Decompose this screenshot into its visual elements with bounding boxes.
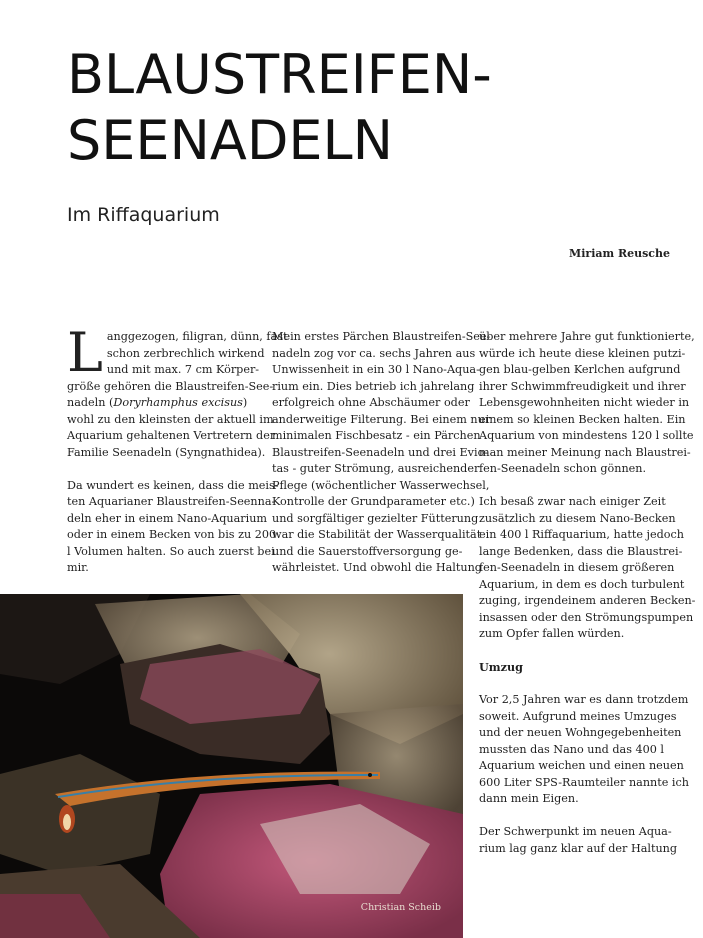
section-heading: Umzug bbox=[479, 660, 523, 674]
text-line: Pflege (wöchentlicher Wasserwechsel, bbox=[272, 478, 490, 492]
text-line: rium lag ganz klar auf der Haltung bbox=[479, 841, 678, 855]
text-line: soweit. Aufgrund meines Umzuges bbox=[479, 709, 677, 723]
text-line-italic: nadeln (Doryrhamphus excisus) bbox=[67, 396, 248, 409]
text-line: Kontrolle der Grundparameter etc.) bbox=[272, 495, 475, 508]
text-line: würde ich heute diese kleinen putzi- bbox=[479, 346, 686, 360]
photo-credit: Christian Scheib bbox=[360, 902, 441, 913]
text-line: ten Aquarianer Blaustreifen-Seenna- bbox=[67, 495, 276, 508]
text-line: l Volumen halten. So auch zuerst bei bbox=[67, 544, 275, 558]
text-line: Aquarium weichen und einen neuen bbox=[479, 759, 684, 772]
paragraph bbox=[479, 494, 696, 643]
author-name: Miriam Reusche bbox=[569, 247, 670, 260]
text-line: war die Stabilität der Wasserqualität bbox=[272, 528, 482, 541]
text-line: tas - guter Strömung, ausreichender bbox=[272, 462, 480, 475]
text-line: und die Sauerstoffversorgung ge- bbox=[272, 544, 463, 558]
title-line-1: BLAUSTREIFEN- bbox=[67, 43, 492, 106]
text-line: deln eher in einem Nano-Aquarium bbox=[67, 511, 268, 525]
text-line: insassen oder den Strömungspumpen bbox=[479, 610, 694, 624]
text-line: ein 400 l Riffaquarium, hatte jedoch bbox=[479, 528, 685, 541]
text-line: fen-Seenadeln schon gönnen. bbox=[479, 462, 647, 475]
text-line: nadeln zog vor ca. sechs Jahren aus bbox=[272, 346, 476, 360]
text-line: und sorgfältiger gezielter Fütterung bbox=[272, 511, 479, 525]
text-line: ihrer Schwimmfreudigkeit und ihrer bbox=[479, 379, 686, 393]
pipefish-tail-spot bbox=[63, 814, 71, 830]
paragraph bbox=[479, 329, 695, 478]
text-line: größe gehören die Blaustreifen-See- bbox=[67, 379, 274, 393]
text-line: einem so kleinen Becken halten. Ein bbox=[479, 412, 686, 426]
text-line: gen blau-gelben Kerlchen aufgrund bbox=[479, 363, 681, 376]
species-name: Doryrhamphus excisus bbox=[113, 396, 243, 409]
text-line: Mein erstes Pärchen Blaustreifen-See- bbox=[272, 330, 491, 343]
text-line: dann mein Eigen. bbox=[479, 792, 579, 805]
text-line: man meiner Meinung nach Blaustrei- bbox=[479, 445, 691, 459]
text-line: Aquarium gehaltenen Vertretern der bbox=[67, 429, 276, 442]
text-column-3 bbox=[479, 329, 696, 874]
text-line: erfolgreich ohne Abschäumer oder bbox=[272, 396, 470, 409]
paragraph bbox=[272, 329, 491, 577]
text-column-1 bbox=[67, 321, 288, 593]
text-line: Familie Seenadeln (Syngnathidea). bbox=[67, 445, 266, 459]
pipefish-eye bbox=[368, 773, 372, 777]
text-line: mussten das Nano und das 400 l bbox=[479, 742, 665, 756]
paragraph bbox=[67, 478, 279, 577]
text-line: zum Opfer fallen würden. bbox=[479, 627, 625, 640]
text-line: lange Bedenken, dass die Blaustrei- bbox=[479, 544, 683, 558]
text-line: Blaustreifen-Seenadeln und drei Evio- bbox=[272, 445, 489, 459]
text-column-2 bbox=[272, 329, 491, 593]
text-line: wohl zu den kleinsten der aktuell im bbox=[67, 412, 274, 426]
text-line: und der neuen Wohngegebenheiten bbox=[479, 726, 682, 739]
text-line: Aquarium, in dem es doch turbulent bbox=[479, 577, 685, 591]
text-line: Lebensgewohnheiten nicht wieder in bbox=[479, 396, 690, 409]
text-line: Da wundert es keinen, dass die meis- bbox=[67, 478, 279, 492]
paragraph bbox=[479, 692, 689, 808]
text-line: 600 Liter SPS-Raumteiler nannte ich bbox=[479, 775, 689, 789]
text-line: fen-Seenadeln in diesem größeren bbox=[479, 561, 675, 574]
drop-cap: L bbox=[67, 321, 103, 384]
text-line: währleistet. Und obwohl die Haltung bbox=[272, 561, 482, 574]
text-line: mir. bbox=[67, 561, 89, 574]
text-line: Vor 2,5 Jahren war es dann trotzdem bbox=[479, 693, 689, 706]
paragraph bbox=[479, 824, 678, 857]
article-subtitle: Im Riffaquarium bbox=[67, 204, 220, 226]
text-line: anderweitige Filterung. Bei einem nur bbox=[272, 412, 491, 426]
text-line: rium ein. Dies betrieb ich jahrelang bbox=[272, 379, 475, 393]
text-line: Aquarium von mindestens 120 l sollte bbox=[479, 429, 694, 442]
text-line: über mehrere Jahre gut funktionierte, bbox=[479, 330, 695, 343]
text-line: Unwissenheit in ein 30 l Nano-Aqua- bbox=[272, 363, 480, 376]
text-line: schon zerbrechlich wirkend bbox=[106, 346, 265, 360]
reef-scene-illustration bbox=[0, 594, 463, 938]
title-line-2: SEENADELN bbox=[67, 109, 394, 172]
text-line: Der Schwerpunkt im neuen Aqua- bbox=[479, 825, 672, 838]
text-line: Ich besaß zwar nach einiger Zeit bbox=[479, 495, 666, 508]
text-line: und mit max. 7 cm Körper- bbox=[106, 363, 260, 376]
article-title bbox=[67, 42, 492, 174]
text-line: oder in einem Becken von bis zu 200 bbox=[67, 528, 277, 541]
text-line: minimalen Fischbesatz - ein Pärchen bbox=[272, 429, 481, 442]
text-line: zuging, irgendeinem anderen Becken- bbox=[479, 594, 696, 607]
pipefish-photo bbox=[0, 594, 463, 938]
paragraph bbox=[67, 321, 288, 461]
text-line: anggezogen, filigran, dünn, fast bbox=[106, 330, 288, 343]
text-line: zusätzlich zu diesem Nano-Becken bbox=[479, 511, 676, 525]
